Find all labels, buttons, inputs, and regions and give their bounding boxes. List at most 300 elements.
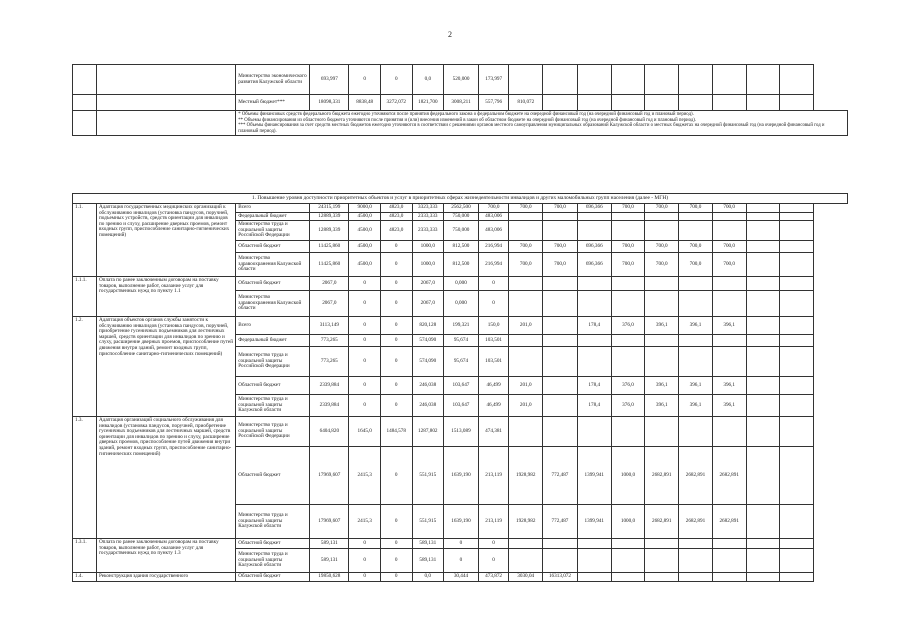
value-cell [543, 65, 578, 95]
value-cell: 19850,628 [310, 572, 349, 581]
value-cell: 0,000 [444, 276, 479, 290]
value-cell [780, 548, 814, 572]
value-cell [577, 290, 611, 316]
value-cell: 3113,149 [310, 316, 349, 334]
item-name: Адаптация объектов органов службы занятости к обслуживанию инвалидов (установка пандусов, поручней, приобретение гусеничных подъемников для лестничных маршей, средств ориентации для инвалидов по зрению и слуху, расширение дверных проемов, приспособление путей движения внутри зданий, ремонт входных групп, приспособление санитарно-гигиенических помещений) [96, 316, 235, 416]
value-cell: 95,674 [444, 346, 479, 376]
value-cell [712, 334, 746, 346]
funding-row [73, 95, 848, 111]
value-cell [611, 276, 645, 290]
funding-source: Министерство труда и социальной защиты Калужской области [236, 394, 310, 416]
value-cell: 700,0 [543, 252, 578, 276]
value-cell [509, 334, 543, 346]
empty-cell [96, 95, 235, 111]
value-cell: 2562,500 [444, 204, 479, 213]
value-cell [746, 65, 780, 95]
value-cell: 0 [380, 316, 412, 334]
empty-cell [96, 111, 235, 136]
value-cell [543, 538, 578, 548]
value-cell [679, 416, 713, 446]
value-cell: 696,366 [577, 204, 611, 213]
value-cell: 700,0 [509, 240, 543, 252]
page-number: 2 [448, 30, 452, 39]
value-cell [577, 212, 611, 221]
value-cell [509, 346, 543, 376]
funding-source: Министерство труда и социальной защиты Российской Федерации [236, 416, 310, 446]
table-row [73, 316, 848, 334]
value-cell: 201,0 [509, 316, 543, 334]
table-row [73, 572, 848, 581]
value-cell [543, 334, 578, 346]
measures-table [72, 193, 848, 582]
value-cell [611, 290, 645, 316]
value-cell [611, 572, 645, 581]
value-cell [645, 276, 679, 290]
value-cell: 750,000 [444, 212, 479, 221]
value-cell: 246,038 [412, 394, 444, 416]
value-cell [611, 212, 645, 221]
value-cell: 2333,333 [412, 221, 444, 241]
value-cell: 0 [380, 290, 412, 316]
value-cell: 216,994 [478, 252, 508, 276]
value-cell: 17969,607 [310, 504, 349, 538]
value-cell: 0 [349, 346, 381, 376]
value-cell [509, 221, 543, 241]
value-cell: 4500,0 [349, 221, 381, 241]
value-cell [611, 95, 645, 111]
value-cell: 95,674 [444, 334, 479, 346]
value-cell: 4823,0 [380, 212, 412, 221]
value-cell [645, 65, 679, 95]
value-cell: 103,501 [478, 346, 508, 376]
funding-source: Федеральный бюджет [236, 212, 310, 221]
value-cell: 700,0 [712, 204, 746, 213]
value-cell [780, 376, 814, 394]
value-cell: 46,499 [478, 394, 508, 416]
value-cell: 700,0 [611, 240, 645, 252]
funding-source: Областной бюджет [236, 376, 310, 394]
value-cell [712, 572, 746, 581]
value-cell [746, 276, 780, 290]
value-cell [679, 276, 713, 290]
value-cell: 1399,941 [577, 446, 611, 504]
value-cell: 396,1 [679, 394, 713, 416]
value-cell [543, 376, 578, 394]
item-number: 1.4. [73, 572, 97, 581]
value-cell [679, 221, 713, 241]
value-cell [679, 65, 713, 95]
value-cell [543, 416, 578, 446]
value-cell [780, 290, 814, 316]
value-cell [543, 212, 578, 221]
footnote-2: ** Объемы финансирования из областного бюджета уточняются после принятия и (или) внесения изменений в закон об областном бюджете на очередной финансовый год (на очередной финансовый год и плановый период). [238, 117, 697, 123]
value-cell [577, 346, 611, 376]
item-name: Оплата по ранее заключенным договорам на поставку товаров, выполнение работ, оказание услуг для государственных нужд по пункту 1.1 [96, 276, 235, 316]
value-cell [645, 95, 679, 111]
value-cell: 1928,982 [509, 446, 543, 504]
value-cell: 483,006 [478, 212, 508, 221]
value-cell: 1000,0 [412, 252, 444, 276]
value-cell: 0 [380, 394, 412, 416]
value-cell: 773,265 [310, 334, 349, 346]
value-cell: 696,366 [577, 240, 611, 252]
value-cell [712, 290, 746, 316]
item-number: 1.3.1. [73, 538, 97, 572]
value-cell [712, 95, 746, 111]
value-cell [509, 65, 543, 95]
value-cell: 0 [380, 252, 412, 276]
value-cell: 696,366 [577, 252, 611, 276]
value-cell: 772,487 [543, 446, 578, 504]
value-cell: 1928,982 [509, 504, 543, 538]
value-cell: 1484,578 [380, 416, 412, 446]
footnotes [236, 111, 848, 136]
value-cell: 178,4 [577, 394, 611, 416]
value-cell: 173,997 [478, 65, 508, 95]
value-cell [746, 95, 780, 111]
value-cell: 0 [380, 572, 412, 581]
footnote-3: *** Объемы финансирования за счет средств местных бюджетов ежегодно уточняются в соответствии с решениями органов местного самоуправления муниципальных образований Калужской области о местных бюджетах на очередной финансовый год (на очередной финансовый год и плановый период). [238, 123, 825, 134]
empty-cell [73, 65, 97, 95]
value-cell [577, 416, 611, 446]
value-cell [712, 346, 746, 376]
value-cell [611, 334, 645, 346]
value-cell: 0 [444, 538, 479, 548]
funding-source: Областной бюджет [236, 538, 310, 548]
value-cell: 589,131 [310, 538, 349, 548]
value-cell: 103,647 [444, 376, 479, 394]
item-number: 1.1. [73, 204, 97, 277]
value-cell [780, 95, 814, 111]
value-cell: 24315,199 [310, 204, 349, 213]
value-cell [679, 548, 713, 572]
value-cell: 693,997 [310, 65, 349, 95]
value-cell: 1000,0 [611, 446, 645, 504]
value-cell [577, 276, 611, 290]
value-cell: 700,0 [611, 252, 645, 276]
value-cell: 2682,891 [679, 446, 713, 504]
funding-source: Министерство труда и социальной защиты Российской Федерации [236, 346, 310, 376]
value-cell [577, 221, 611, 241]
value-cell: 700,0 [509, 252, 543, 276]
value-cell: 396,1 [712, 394, 746, 416]
value-cell [746, 538, 780, 548]
value-cell: 700,0 [645, 204, 679, 213]
funding-source: Всего [236, 316, 310, 334]
value-cell: 3272,072 [381, 95, 413, 111]
value-cell [712, 538, 746, 548]
value-cell [780, 416, 814, 446]
table-row [73, 416, 848, 446]
value-cell: 0 [349, 334, 381, 346]
funding-source: Министерство экономического развития Калужской области [236, 65, 310, 95]
value-cell: 2067,0 [310, 290, 349, 316]
value-cell [746, 548, 780, 572]
funding-source: Министерство труда и социальной защиты Калужской области [236, 548, 310, 572]
value-cell: 1639,190 [444, 446, 479, 504]
value-cell [611, 346, 645, 376]
funding-source: Министерство здравоохранения Калужской области [236, 252, 310, 276]
value-cell: 2415,3 [349, 446, 381, 504]
value-cell [780, 504, 814, 538]
value-cell [679, 346, 713, 376]
value-cell: 700,0 [645, 252, 679, 276]
value-cell: 1399,941 [577, 504, 611, 538]
empty-cell [96, 65, 235, 95]
value-cell: 0 [349, 394, 381, 416]
value-cell [543, 316, 578, 334]
value-cell [645, 212, 679, 221]
funding-source: Всего [236, 204, 310, 213]
item-name: Реконструкция здания государственного [96, 572, 235, 581]
funding-source: Местный бюджет*** [236, 95, 310, 111]
value-cell [746, 290, 780, 316]
value-cell: 700,0 [679, 204, 713, 213]
value-cell: 11425,860 [310, 252, 349, 276]
value-cell [780, 212, 814, 221]
value-cell: 213,119 [478, 446, 508, 504]
funding-source: Министерство труда и социальной защиты Калужской области [236, 504, 310, 538]
funding-source: Министерство здравоохранения Калужской области [236, 290, 310, 316]
value-cell: 201,0 [509, 394, 543, 416]
value-cell: 772,487 [543, 504, 578, 538]
value-cell: 700,0 [679, 240, 713, 252]
value-cell [780, 221, 814, 241]
value-cell: 11425,860 [310, 240, 349, 252]
value-cell [746, 416, 780, 446]
value-cell [543, 346, 578, 376]
value-cell: 574,090 [412, 346, 444, 376]
value-cell [509, 290, 543, 316]
value-cell: 0 [349, 276, 381, 290]
value-cell [746, 252, 780, 276]
value-cell: 2339,884 [310, 394, 349, 416]
value-cell: 396,1 [645, 376, 679, 394]
value-cell [645, 221, 679, 241]
value-cell [543, 95, 578, 111]
value-cell: 812,500 [444, 252, 479, 276]
value-cell: 4500,0 [349, 240, 381, 252]
value-cell [746, 240, 780, 252]
value-cell: 201,0 [509, 376, 543, 394]
item-name: Адаптация организаций социального обслуживания для инвалидов (установка пандусов, поручней, приобретение гусеничных подъемников для лестничных маршей, средств ориентации для инвалидов по зрению и слуху, расширение дверных проемов, приспособление путей движения внутри зданий, ремонт входных групп, приспособление санитарно-гигиенических помещений) [96, 416, 235, 538]
value-cell [679, 334, 713, 346]
value-cell [780, 316, 814, 334]
value-cell [611, 416, 645, 446]
value-cell: 700,0 [543, 204, 578, 213]
value-cell [611, 65, 645, 95]
value-cell: 557,796 [478, 95, 508, 111]
value-cell [780, 346, 814, 376]
value-cell [645, 346, 679, 376]
value-cell: 1287,802 [412, 416, 444, 446]
value-cell: 551,915 [412, 504, 444, 538]
value-cell: 0 [444, 548, 479, 572]
value-cell: 750,000 [444, 221, 479, 241]
value-cell: 2682,891 [645, 446, 679, 504]
value-cell: 0 [380, 504, 412, 538]
value-cell [780, 538, 814, 548]
value-cell [577, 334, 611, 346]
value-cell: 0 [381, 65, 413, 95]
value-cell: 0 [478, 538, 508, 548]
value-cell: 1000,0 [412, 240, 444, 252]
table-row [73, 538, 848, 548]
value-cell [780, 572, 814, 581]
value-cell: 700,0 [509, 204, 543, 213]
value-cell: 0 [349, 572, 381, 581]
value-cell: 396,1 [712, 316, 746, 334]
value-cell [509, 416, 543, 446]
value-cell: 12889,339 [310, 212, 349, 221]
value-cell: 700,0 [478, 204, 508, 213]
value-cell: 12889,339 [310, 221, 349, 241]
value-cell: 2682,891 [712, 446, 746, 504]
value-cell: 103,501 [478, 334, 508, 346]
funding-source: Федеральный бюджет [236, 334, 310, 346]
top-funding-table [72, 64, 848, 136]
empty-cell [73, 95, 97, 111]
value-cell: 3323,333 [412, 204, 444, 213]
value-cell: 0 [380, 334, 412, 346]
value-cell: 396,1 [645, 394, 679, 416]
value-cell: 0 [380, 446, 412, 504]
value-cell [746, 376, 780, 394]
funding-row [73, 65, 848, 95]
value-cell [746, 572, 780, 581]
section-title: 1. Повышение уровня доступности приоритетных объектов и услуг в приоритетных сферах жизнедеятельности инвалидов и других маломобильных групп населения (далее - МГН) [73, 194, 848, 204]
value-cell [746, 504, 780, 538]
funding-source: Областной бюджет [236, 446, 310, 504]
value-cell: 0 [478, 276, 508, 290]
value-cell: 0 [349, 316, 381, 334]
value-cell: 0 [380, 376, 412, 394]
value-cell [577, 65, 611, 95]
value-cell: 3008,211 [444, 95, 479, 111]
value-cell [712, 65, 746, 95]
value-cell [780, 240, 814, 252]
value-cell: 0 [349, 538, 381, 548]
item-name: Оплата по ранее заключенным договорам на поставку товаров, выполнение работ, оказание услуг для государственных нужд по пункту 1.3 [96, 538, 235, 572]
value-cell: 16313,072 [543, 572, 578, 581]
value-cell [712, 212, 746, 221]
value-cell [780, 446, 814, 504]
value-cell [780, 394, 814, 416]
value-cell: 483,006 [478, 221, 508, 241]
value-cell: 520,000 [444, 65, 479, 95]
value-cell: 2067,0 [412, 276, 444, 290]
value-cell [679, 572, 713, 581]
value-cell: 376,0 [611, 316, 645, 334]
value-cell: 474,381 [478, 416, 508, 446]
value-cell [543, 548, 578, 572]
value-cell [712, 276, 746, 290]
value-cell: 0 [349, 376, 381, 394]
value-cell [780, 276, 814, 290]
value-cell [577, 538, 611, 548]
value-cell: 700,0 [543, 240, 578, 252]
value-cell: 589,131 [310, 548, 349, 572]
value-cell: 396,1 [679, 316, 713, 334]
value-cell [746, 204, 780, 213]
value-cell: 473,872 [478, 572, 508, 581]
value-cell: 0 [380, 548, 412, 572]
value-cell: 18098,331 [310, 95, 349, 111]
value-cell [712, 548, 746, 572]
value-cell: 103,647 [444, 394, 479, 416]
value-cell: 0 [380, 240, 412, 252]
value-cell: 150,0 [478, 316, 508, 334]
value-cell: 700,0 [712, 240, 746, 252]
value-cell: 1000,0 [611, 504, 645, 538]
value-cell [746, 221, 780, 241]
value-cell [645, 334, 679, 346]
value-cell: 700,0 [679, 252, 713, 276]
value-cell [679, 212, 713, 221]
value-cell: 551,915 [412, 446, 444, 504]
value-cell: 376,0 [611, 376, 645, 394]
value-cell: 0 [478, 290, 508, 316]
value-cell [645, 290, 679, 316]
value-cell: 9000,0 [349, 204, 381, 213]
value-cell: 246,038 [412, 376, 444, 394]
value-cell: 8838,48 [349, 95, 381, 111]
value-cell: 574,090 [412, 334, 444, 346]
value-cell: 2415,3 [349, 504, 381, 538]
value-cell: 178,4 [577, 376, 611, 394]
empty-cell [73, 111, 97, 136]
value-cell: 46,499 [478, 376, 508, 394]
value-cell: 6404,820 [310, 416, 349, 446]
value-cell: 820,128 [412, 316, 444, 334]
value-cell: 2067,0 [310, 276, 349, 290]
value-cell: 0,000 [444, 290, 479, 316]
value-cell [611, 538, 645, 548]
value-cell: 773,265 [310, 346, 349, 376]
value-cell: 0,0 [412, 65, 444, 95]
value-cell: 2067,0 [412, 290, 444, 316]
value-cell: 589,131 [412, 548, 444, 572]
value-cell: 812,500 [444, 240, 479, 252]
value-cell [746, 316, 780, 334]
value-cell [543, 290, 578, 316]
value-cell [645, 548, 679, 572]
value-cell: 216,994 [478, 240, 508, 252]
value-cell [509, 548, 543, 572]
value-cell [780, 252, 814, 276]
value-cell: 17969,607 [310, 446, 349, 504]
value-cell: 0 [349, 548, 381, 572]
value-cell: 0,0 [412, 572, 444, 581]
value-cell: 0 [380, 538, 412, 548]
value-cell [509, 538, 543, 548]
value-cell: 178,4 [577, 316, 611, 334]
value-cell: 810,072 [509, 95, 543, 111]
item-number: 1.2. [73, 316, 97, 416]
value-cell: 4823,0 [380, 204, 412, 213]
value-cell: 213,119 [478, 504, 508, 538]
value-cell: 2333,333 [412, 212, 444, 221]
value-cell: 1639,190 [444, 504, 479, 538]
value-cell: 0 [349, 65, 381, 95]
value-cell [746, 394, 780, 416]
value-cell: 2339,884 [310, 376, 349, 394]
value-cell [679, 290, 713, 316]
value-cell [543, 394, 578, 416]
value-cell [577, 95, 611, 111]
value-cell [645, 538, 679, 548]
value-cell: 2682,891 [712, 504, 746, 538]
